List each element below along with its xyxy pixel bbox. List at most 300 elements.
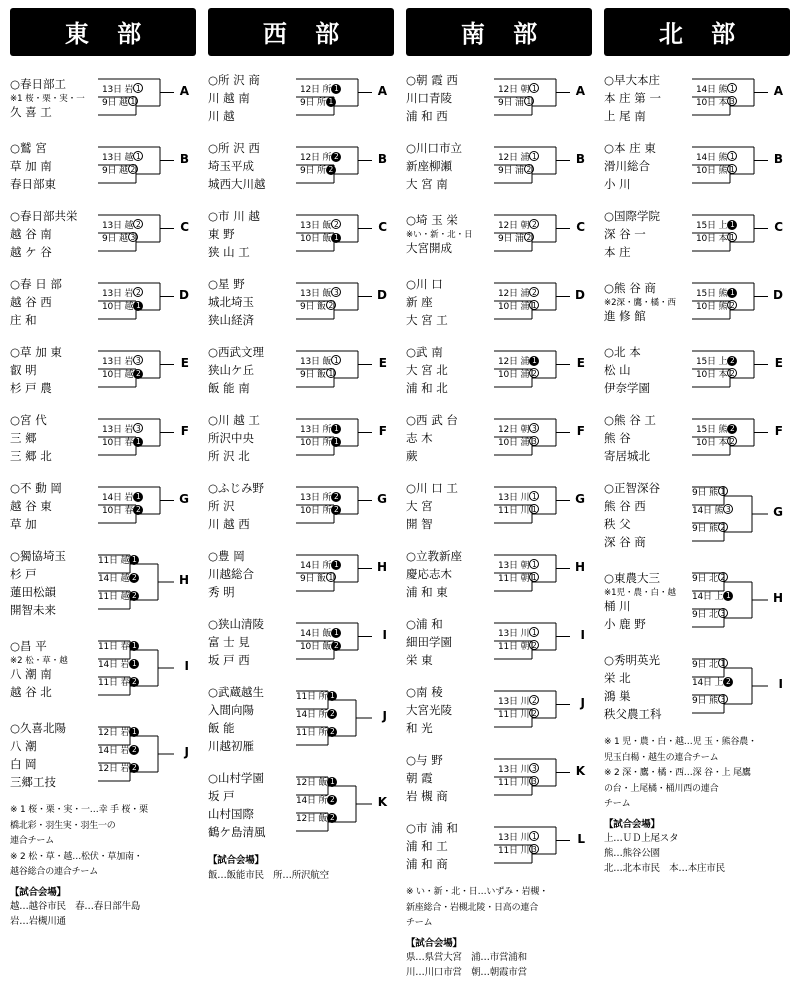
match-label: 10日 春 2 [102,503,143,516]
team-name: 白 岡 [10,757,37,771]
bracket-group [10,342,196,400]
team-name: ○埼 玉 栄 [406,212,458,227]
team-name: 大宮光陵 [406,703,452,718]
winner-slot: I [382,627,387,642]
bracket-group [406,274,592,332]
circled-number: 1 [331,355,341,365]
circled-number: 1 [524,96,534,106]
bracket-group-row [406,342,592,400]
bracket-lines [492,342,585,400]
team-list [208,70,294,128]
bracket-group [208,478,394,536]
match-label: 11日 春 1 [98,639,139,652]
circled-number: 3 [718,694,728,704]
team-list [10,206,96,264]
bracket-group-row [208,410,394,468]
bracket-group-row [208,546,394,604]
bracket-lines [96,632,189,708]
bracket-lines [492,614,585,672]
team-list [208,768,294,844]
filled-number: 1 [129,641,139,651]
bracket-lines [492,70,585,128]
team-list [406,342,492,400]
bracket-group [604,342,790,400]
bracket-group [208,70,394,128]
bracket-group [208,614,394,672]
team-name: 本 庄 第 一 [604,91,661,106]
footnotes [10,804,196,880]
bracket-lines [294,546,387,604]
filled-number: 2 [129,573,139,583]
team-name: ○川 越 工 [208,413,260,428]
bracket-group [406,206,592,264]
bracket-lines [690,410,783,468]
circled-number: 3 [529,423,539,433]
circled-number: 1 [529,559,539,569]
filled-number: 2 [133,505,143,515]
team-list [604,650,690,726]
match-label: 13日 岩 3 [102,354,143,367]
filled-number: 2 [129,763,139,773]
match-label: 14日 飯 1 [300,626,341,639]
match-label: 14日 岩 1 [98,657,139,670]
match-label: 13日 岩 2 [102,286,143,299]
team-name: ○川 口 工 [406,481,458,496]
filled-number: 2 [331,505,341,515]
match-label: 14日 熊 3 [692,503,733,516]
circled-number: 1 [727,83,737,93]
bracket-lines [294,478,387,536]
venue-block [208,854,394,883]
bracket-group [208,410,394,468]
team-name: 浦 和 商 [406,856,448,871]
bracket-lines [294,410,387,468]
team-name: 庄 和 [10,312,37,327]
filled-number: 2 [727,356,737,366]
circled-number: 2 [727,436,737,446]
winner-slot: I [580,627,585,642]
team-list [406,274,492,332]
team-name: 鶴ケ島清風 [208,824,266,839]
circled-number: 2 [524,164,534,174]
circled-number: 3 [133,355,143,365]
team-list [10,478,96,536]
bracket-lines [492,206,585,264]
region-title: 西 部 [208,8,394,56]
team-list [604,478,690,554]
team-list [10,718,96,794]
bracket-lines [492,274,585,332]
match-label: 14日 上 1 [692,589,733,602]
match-label: 10日 浦 1 [498,299,539,312]
circled-number: 1 [727,232,737,242]
team-name: ○川 口 [406,277,443,292]
team-name: 滑川総合 [604,159,650,174]
footnote-line: ※ 2 松・草・越…松伏・草加南・ [10,851,143,862]
match-label: 13日 朝 1 [498,558,539,571]
match-label: 12日 所 1 [300,82,341,95]
bracket-lines [492,682,585,740]
match-label: 13日 越 2 [102,218,143,231]
bracket-group [208,342,394,400]
team-note: ※1児・農・白・越 [604,587,677,598]
team-name: ○熊 谷 工 [604,413,656,428]
team-name: 所 沢 北 [208,448,250,463]
footnote-line: ※ 1 児・農・白・越…児 玉・熊谷農・ [604,737,757,747]
team-name: 飯 能 南 [208,380,250,395]
match-label: 9日 北 1 [692,657,728,670]
circled-number: 3 [128,232,138,242]
team-name: 草 加 南 [10,159,52,174]
match-label: 14日 熊 1 [696,82,737,95]
team-name: 熊 谷 西 [604,499,646,514]
team-name: 大 宮 南 [406,176,448,191]
match-label: 9日 浦 2 [498,231,534,244]
circled-number: 1 [326,572,336,582]
venue-line: 越…越谷市民 春…春日部牛島 [10,901,141,913]
footnote-line: 連合チーム [10,836,55,846]
team-name: 所沢中央 [208,431,254,446]
bracket-group-row [10,632,196,708]
team-list [406,614,492,672]
bracket-lines [96,478,189,536]
match-label: 13日 飯 2 [300,218,341,231]
team-name: ○春日部工 [10,76,67,91]
team-name: 富 士 見 [208,635,250,650]
bracket-group-row [10,546,196,622]
bracket-lines [690,342,783,400]
match-label: 13日 川 1 [498,490,539,503]
team-name: ○東農大三 [604,570,661,585]
team-name: ○立教新座 [406,549,463,564]
region-column-1 [4,6,202,981]
team-name: 八 潮 南 [10,667,52,682]
bracket-lines [690,564,783,640]
bracket-group-row [604,478,790,554]
team-name: 栄 東 [406,652,433,667]
match-label: 15日 熊 1 [696,286,737,299]
team-name: 飯 能 [208,721,235,735]
bracket-group [10,206,196,264]
bracket-group-row [10,478,196,536]
bracket-group [10,546,196,622]
bracket-lines [690,478,783,554]
filled-number: 1 [331,84,341,94]
circled-number: 2 [331,219,341,229]
team-list [208,614,294,672]
bracket-group [604,70,790,128]
filled-number: 1 [129,659,139,669]
venue-header: 【試合会場】 [10,886,66,898]
team-list [10,274,96,332]
bracket-group [10,632,196,708]
bracket-group-row [10,274,196,332]
team-list [406,70,492,128]
team-list [604,410,690,468]
team-name: ○朝 霞 西 [406,73,458,88]
circled-number: 3 [723,504,733,514]
match-label: 12日 岩 2 [98,761,139,774]
bracket-group [406,138,592,196]
region-title: 東 部 [10,8,196,56]
match-label: 11日 所 1 [296,689,337,702]
team-name: ○秀明英光 [604,653,661,668]
winner-slot: D [575,287,585,302]
team-name: ○所 沢 西 [208,141,260,156]
team-name: 所 沢 [208,499,235,514]
match-label: 13日 飯 3 [300,286,341,299]
team-name: ○市 浦 和 [406,821,458,836]
winner-slot: I [778,677,783,691]
match-label: 10日 本 3 [696,95,737,108]
filled-number: 1 [133,492,143,502]
bracket-group-row [208,342,394,400]
winner-slot: H [772,591,783,605]
circled-number: 1 [718,486,728,496]
winner-slot: F [576,423,585,438]
team-list [10,632,96,708]
team-name: 浦 和 工 [406,839,448,854]
bracket-group [406,478,592,536]
circled-number: 3 [133,423,143,433]
team-list [406,138,492,196]
winner-slot: C [774,219,783,234]
bracket-lines [690,650,783,726]
bracket-lines [492,546,585,604]
team-list [406,546,492,604]
region-column-4 [598,6,796,981]
bracket-group [604,206,790,264]
venue-line: 川…川口市営 朝…朝霞市営 [406,966,527,978]
team-name: 川越初雁 [208,738,254,753]
team-list [604,274,690,332]
match-label: 11日 川 1 [498,503,539,516]
venue-line: 飯…飯能市民 所…所沢航空 [208,869,329,881]
bracket-group [10,70,196,128]
circled-number: 1 [133,83,143,93]
team-name: 大 宮 工 [406,312,448,327]
bracket-lines [96,546,189,622]
filled-number: 1 [529,356,539,366]
match-label: 9日 飯 2 [300,299,336,312]
match-label: 10日 浦 3 [498,435,539,448]
match-label: 10日 飯 2 [300,639,341,652]
bracket-group [406,682,592,740]
team-name: 浦 和 東 [406,584,448,599]
team-name: ○獨協埼玉 [10,549,67,564]
team-list [208,206,294,264]
team-note: ※1 桜・栗・実・一 [10,93,85,104]
circled-number: 2 [529,695,539,705]
match-label: 9日 北 2 [692,571,728,584]
team-list [208,546,294,604]
winner-slot: F [774,423,783,438]
circled-number: 2 [128,164,138,174]
filled-number: 1 [331,233,341,243]
match-label: 11日 朝 1 [498,571,539,584]
footnote-line: チーム [406,918,433,928]
team-name: ○与 野 [406,753,443,768]
team-name: ○狭山清陵 [208,617,265,632]
bracket-group [10,410,196,468]
venue-line: 北…北本市民 本…本庄市民 [604,862,725,874]
team-name: 大 宮 [406,499,433,514]
filled-number: 1 [331,560,341,570]
bracket-group-row [406,818,592,876]
circled-number: 1 [529,504,539,514]
match-label: 10日 越 2 [102,367,143,380]
team-list [604,342,690,400]
filled-number: 1 [129,555,139,565]
team-list [10,138,96,196]
match-label: 12日 浦 1 [498,150,539,163]
team-name: 坂 戸 [208,789,235,804]
venue-block [10,886,196,930]
team-note: ※2 松・草・越 [10,655,68,666]
team-name: 春日部東 [10,176,56,191]
filled-number: 1 [129,727,139,737]
match-label: 13日 川 3 [498,762,539,775]
team-name: 狭山経済 [208,312,254,327]
team-name: 杉 戸 [10,567,37,582]
winner-slot: K [377,795,387,809]
team-list [208,682,294,758]
circled-number: 1 [529,572,539,582]
bracket-group [406,70,592,128]
filled-number: 1 [133,437,143,447]
bracket-group [10,274,196,332]
circled-number: 2 [718,572,728,582]
team-list [10,342,96,400]
match-label: 10日 春 1 [102,435,143,448]
team-name: 深 谷 商 [604,534,646,549]
bracket-lines [690,138,783,196]
circled-number: 3 [727,96,737,106]
bracket-group-row [406,478,592,536]
bracket-group [10,478,196,536]
team-note: ※い・新・北・日 [406,229,473,240]
filled-number: 2 [331,152,341,162]
team-name: 鴻 巣 [604,689,631,703]
venue-line: 岩…岩槻川通 [10,915,66,927]
match-label: 13日 所 1 [300,422,341,435]
team-list [406,410,492,468]
match-label: 12日 岩 1 [98,725,139,738]
team-name: 久 喜 工 [10,105,52,120]
circled-number: 3 [529,844,539,854]
team-name: ○鷲 宮 [10,141,47,156]
team-name: ○北 本 [604,345,641,360]
team-name: 朝 霞 [406,771,433,786]
team-name: 大 宮 北 [406,363,448,378]
filled-number: 2 [129,677,139,687]
team-name: ○南 稜 [406,685,443,700]
team-name: 城北埼玉 [208,295,254,310]
team-name: ○春 日 部 [10,277,62,292]
winner-slot: J [580,695,585,710]
match-label: 14日 所 2 [296,793,337,806]
match-label: 13日 川 1 [498,830,539,843]
match-label: 10日 浦 2 [498,367,539,380]
team-name: 開 智 [406,516,433,531]
match-label: 9日 越 1 [102,95,138,108]
team-name: ○熊 谷 商 [604,280,656,295]
team-name: 上 尾 南 [604,108,646,123]
bracket-lines [690,70,783,128]
bracket-group [208,768,394,844]
footnote-line: チーム [604,799,631,809]
match-label: 14日 所 2 [296,707,337,720]
bracket-group-row [406,750,592,808]
filled-number: 1 [133,301,143,311]
match-label: 10日 越 1 [102,299,143,312]
venue-header: 【試合会場】 [208,855,264,866]
circled-number: 1 [326,368,336,378]
winner-slot: B [377,151,387,166]
bracket-group-row [10,70,196,128]
team-list [10,546,96,622]
team-name: 桶 川 [604,599,631,614]
match-label: 11日 越 1 [98,553,139,566]
winner-slot: F [378,423,387,438]
winner-slot: A [377,83,387,98]
team-name: 浦 和 西 [406,108,448,123]
circled-number: 2 [529,708,539,718]
bracket-lines [492,138,585,196]
footnote-line: 越谷総合の連合チーム [10,867,99,877]
filled-number: 2 [327,709,337,719]
winner-slot: A [179,83,189,98]
footnote-line: ※ 1 桜・栗・実・一…幸 手 桜・栗 [10,805,148,815]
winner-slot: E [180,355,189,370]
circled-number: 1 [128,96,138,106]
match-label: 9日 所 2 [300,163,336,176]
team-name: 進 修 館 [604,309,646,324]
bracket-lines [96,70,189,128]
bracket-group-row [208,138,394,196]
team-name: 狭山ケ丘 [208,363,254,378]
match-label: 13日 川 1 [498,626,539,639]
winner-slot: D [179,287,189,302]
match-label: 11日 川 2 [498,707,539,720]
winner-slot: J [184,745,189,759]
team-name: 本 庄 [604,244,631,259]
team-name: ○浦 和 [406,617,443,632]
filled-number: 2 [327,813,337,823]
match-label: 14日 上 2 [692,675,733,688]
match-label: 14日 岩 1 [102,490,143,503]
circled-number: 3 [529,776,539,786]
bracket-group [208,138,394,196]
bracket-group [406,410,592,468]
footnote-line: の台・上尾橘・桶川西の連合 [604,783,719,794]
team-name: 川 越 西 [208,516,250,531]
match-label: 12日 朝 3 [498,422,539,435]
match-label: 12日 浦 1 [498,354,539,367]
team-name: 三 郷 [10,431,37,446]
match-label: 13日 所 2 [300,490,341,503]
winner-slot: E [576,355,585,370]
bracket-group [604,138,790,196]
winner-slot: K [575,763,585,778]
team-name: 浦 和 北 [406,380,448,395]
bracket-lines [294,138,387,196]
team-name: ○山村学園 [208,771,265,786]
bracket-group-row [406,682,592,740]
team-name: 坂 戸 西 [208,652,250,667]
team-name: ○川口市立 [406,141,463,156]
bracket-lines [96,410,189,468]
